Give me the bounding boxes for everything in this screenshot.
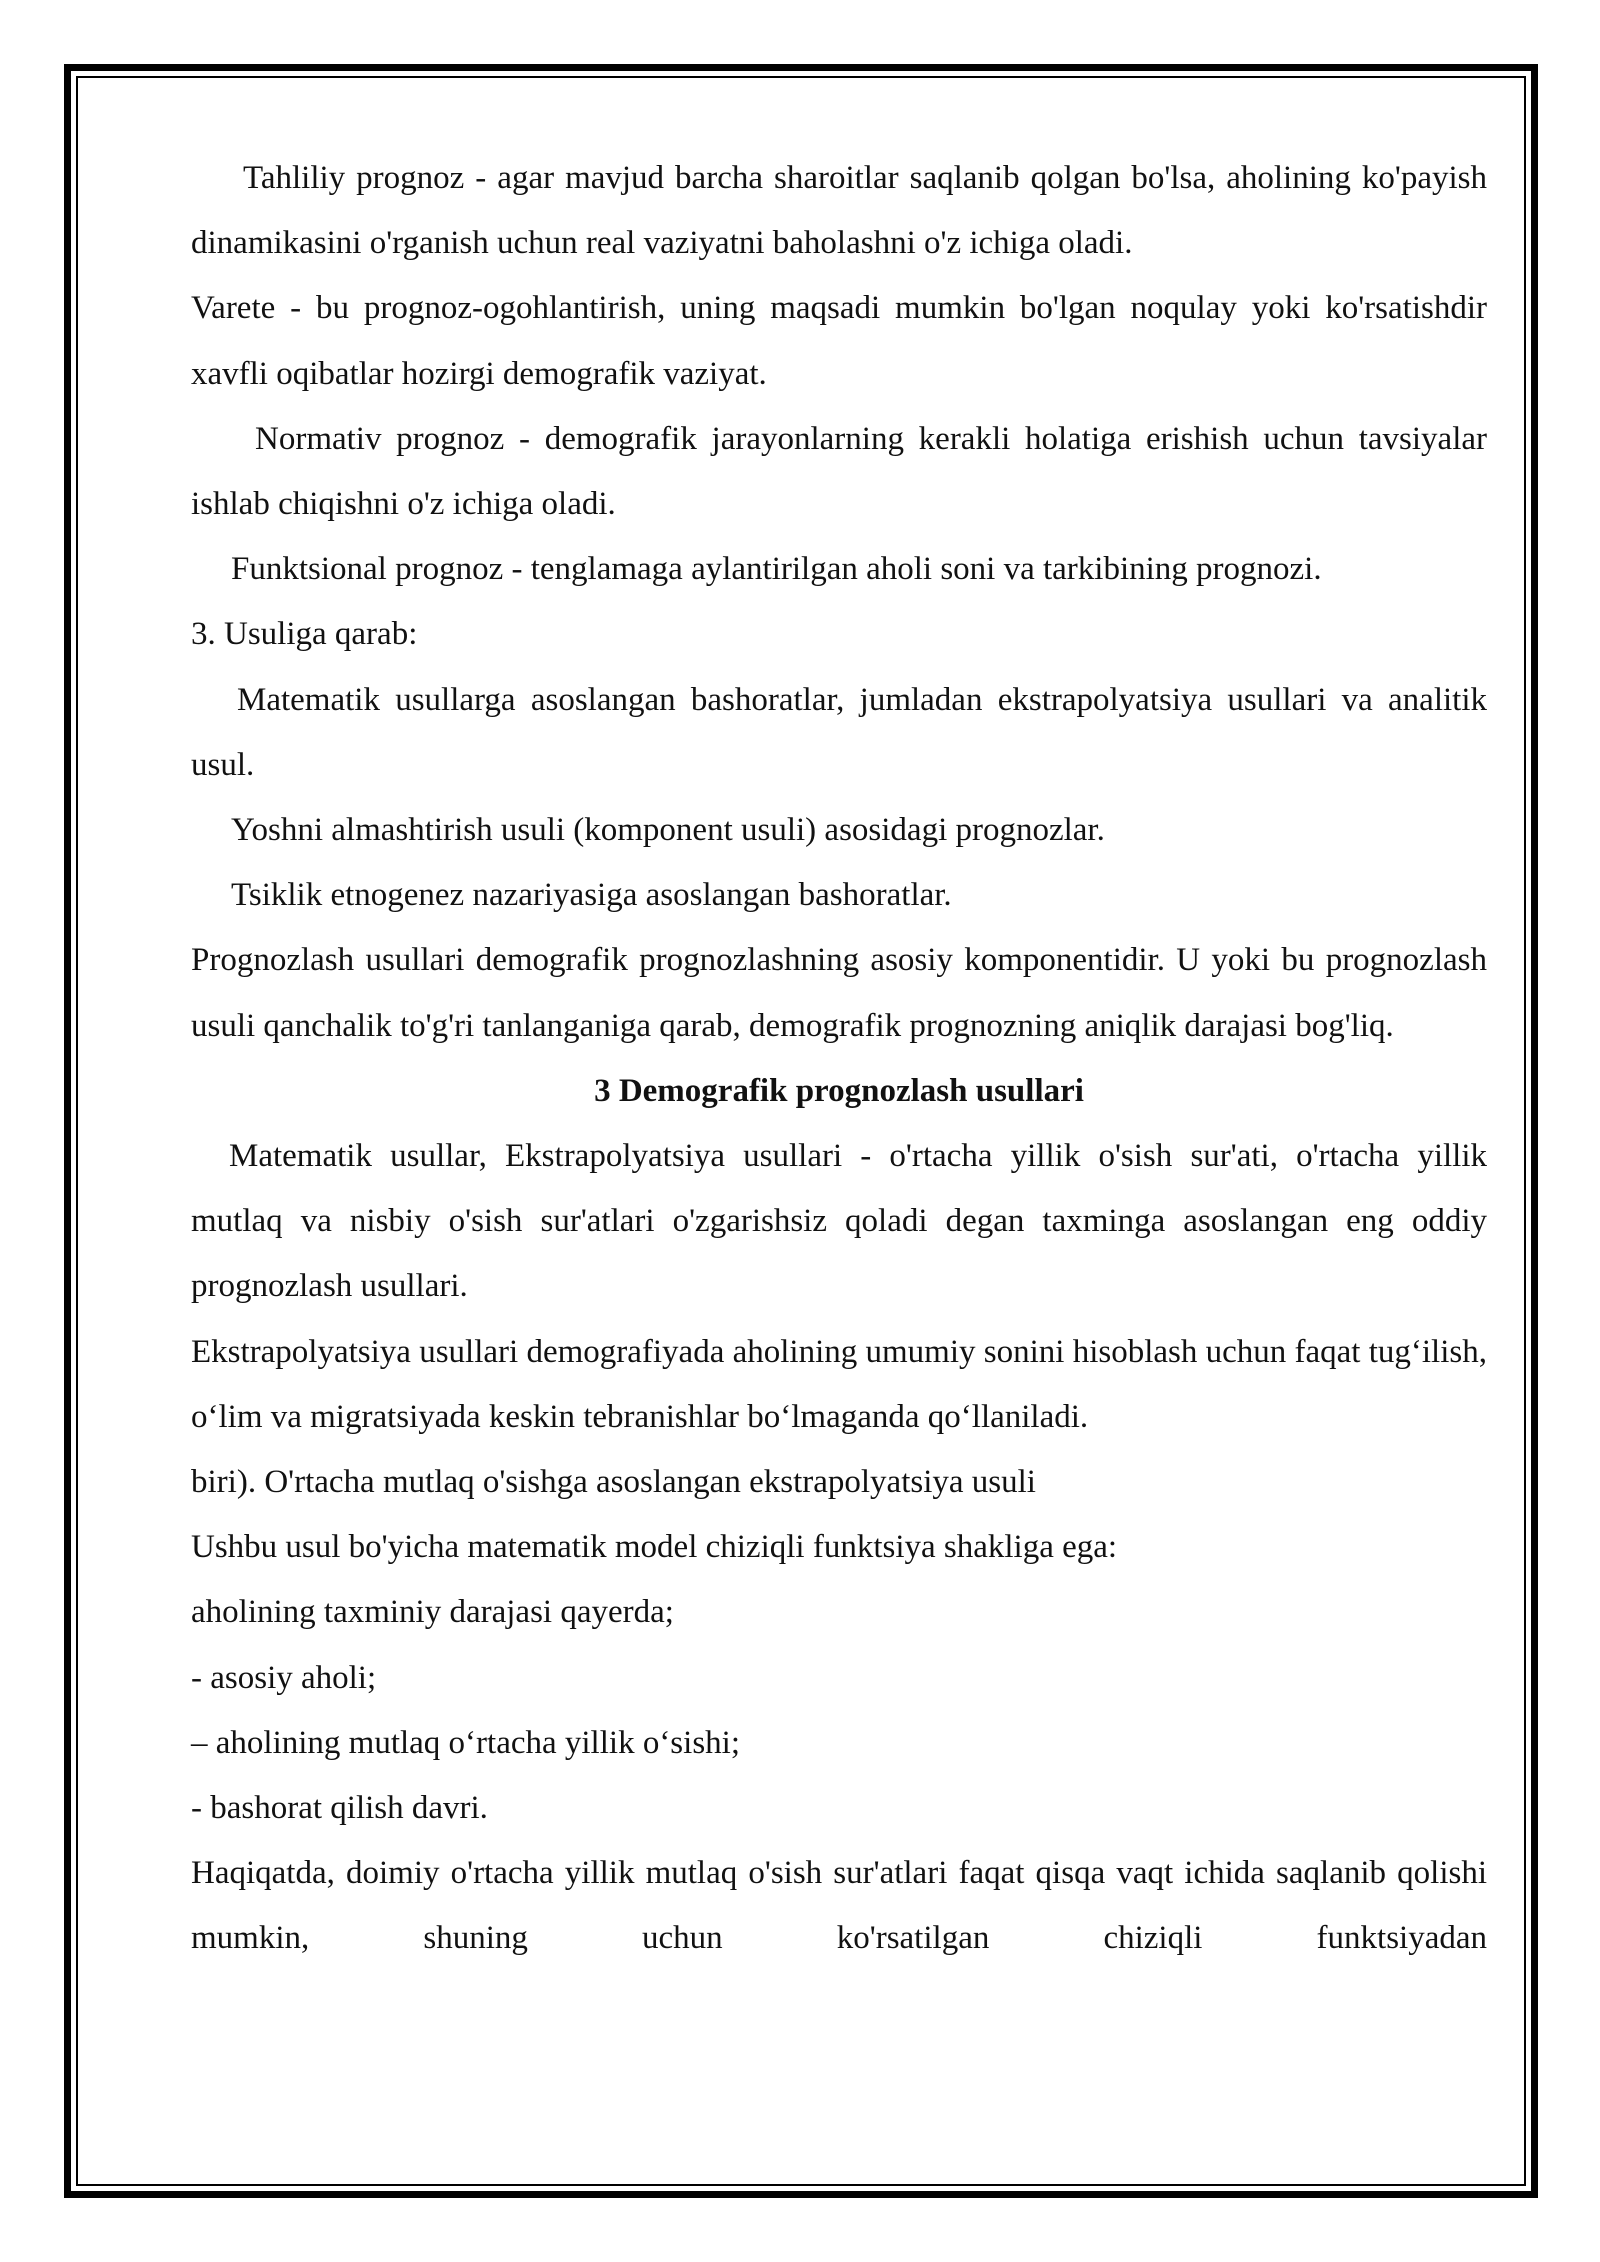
section-heading: 3 Demografik prognozlash usullari (594, 1072, 1084, 1109)
paragraph-ekstrapolyatsiya-demografiyada: Ekstrapolyatsiya usullari demografiyada aholining umumiy sonini hisoblash uchun faqat tug‘ilish, o‘lim va migratsiyada keskin tebranishlar bo‘lmaganda qo‘llaniladi. (191, 1333, 1487, 1435)
document-body (191, 146, 1487, 1972)
list-item-bashorat-davri: - bashorat qilish davri. (191, 1790, 488, 1827)
list-item-mutlaq-osish: – aholining mutlaq o‘rtacha yillik o‘sishi; (191, 1724, 740, 1761)
list-item-asosiy-aholi: - asosiy aholi; (191, 1659, 377, 1696)
paragraph-ortacha-mutlaq: biri). O'rtacha mutlaq o'sishga asoslangan ekstrapolyatsiya usuli (191, 1464, 1036, 1501)
paragraph-varete: Varete - bu prognoz-ogohlantirish, uning maqsadi mumkin bo'lgan noqulay yoki ko'rsatishdir xavfli oqibatlar hozirgi demografik vaziyat. (191, 290, 1487, 392)
paragraph-ekstrapolyatsiya-usullari: Matematik usullar, Ekstrapolyatsiya usullari - o'rtacha yillik o'sish sur'ati, o'rtacha yillik mutlaq va nisbiy o'sish sur'atlari o'zgarishsiz qoladi degan taxminga asoslangan eng oddiy prognozlash usullari. (191, 1138, 1487, 1305)
paragraph-prognozlash-usullari: Prognozlash usullari demografik prognozlashning asosiy komponentidir. U yoki bu prognozlash usuli qanchalik to'g'ri tanlanganiga qarab, demografik prognozning aniqlik darajasi bog'liq. (191, 942, 1487, 1044)
paragraph-matematik-model: Ushbu usul bo'yicha matematik model chiziqli funktsiya shakliga ega: (191, 1529, 1118, 1566)
paragraph-haqiqatda: Haqiqatda, doimiy o'rtacha yillik mutlaq o'sish sur'atlari faqat qisqa vaqt ichida saqlanib qolishi mumkin, shuning uchun ko'rsatilgan chiziqli funktsiyadan (191, 1855, 1487, 1957)
paragraph-funktsional-prognoz: Funktsional prognoz - tenglamaga aylantirilgan aholi soni va tarkibining prognozi. (231, 551, 1322, 588)
list-item-taxminiy-daraja: aholining taxminiy darajasi qayerda; (191, 1594, 674, 1631)
paragraph-tsiklik-etnogenez: Tsiklik etnogenez nazariyasiga asoslangan bashoratlar. (231, 877, 952, 914)
paragraph-tahliliy-prognoz: Tahliliy prognoz - agar mavjud barcha sharoitlar saqlanib qolgan bo'lsa, aholining ko'payish dinamikasini o'rganish uchun real vaziyatni baholashni o'z ichiga oladi. (191, 160, 1487, 262)
paragraph-yoshni-almashtirish: Yoshni almashtirish usuli (komponent usuli) asosidagi prognozlar. (231, 812, 1105, 849)
paragraph-matematik-usullar: Matematik usullarga asoslangan bashoratlar, jumladan ekstrapolyatsiya usullari va analitik usul. (191, 681, 1487, 783)
list-heading-usuliga-qarab: 3. Usuliga qarab: (191, 616, 418, 653)
paragraph-normativ-prognoz: Normativ prognoz - demografik jarayonlarning kerakli holatiga erishish uchun tavsiyalar ishlab chiqishni o'z ichiga oladi. (191, 420, 1487, 523)
